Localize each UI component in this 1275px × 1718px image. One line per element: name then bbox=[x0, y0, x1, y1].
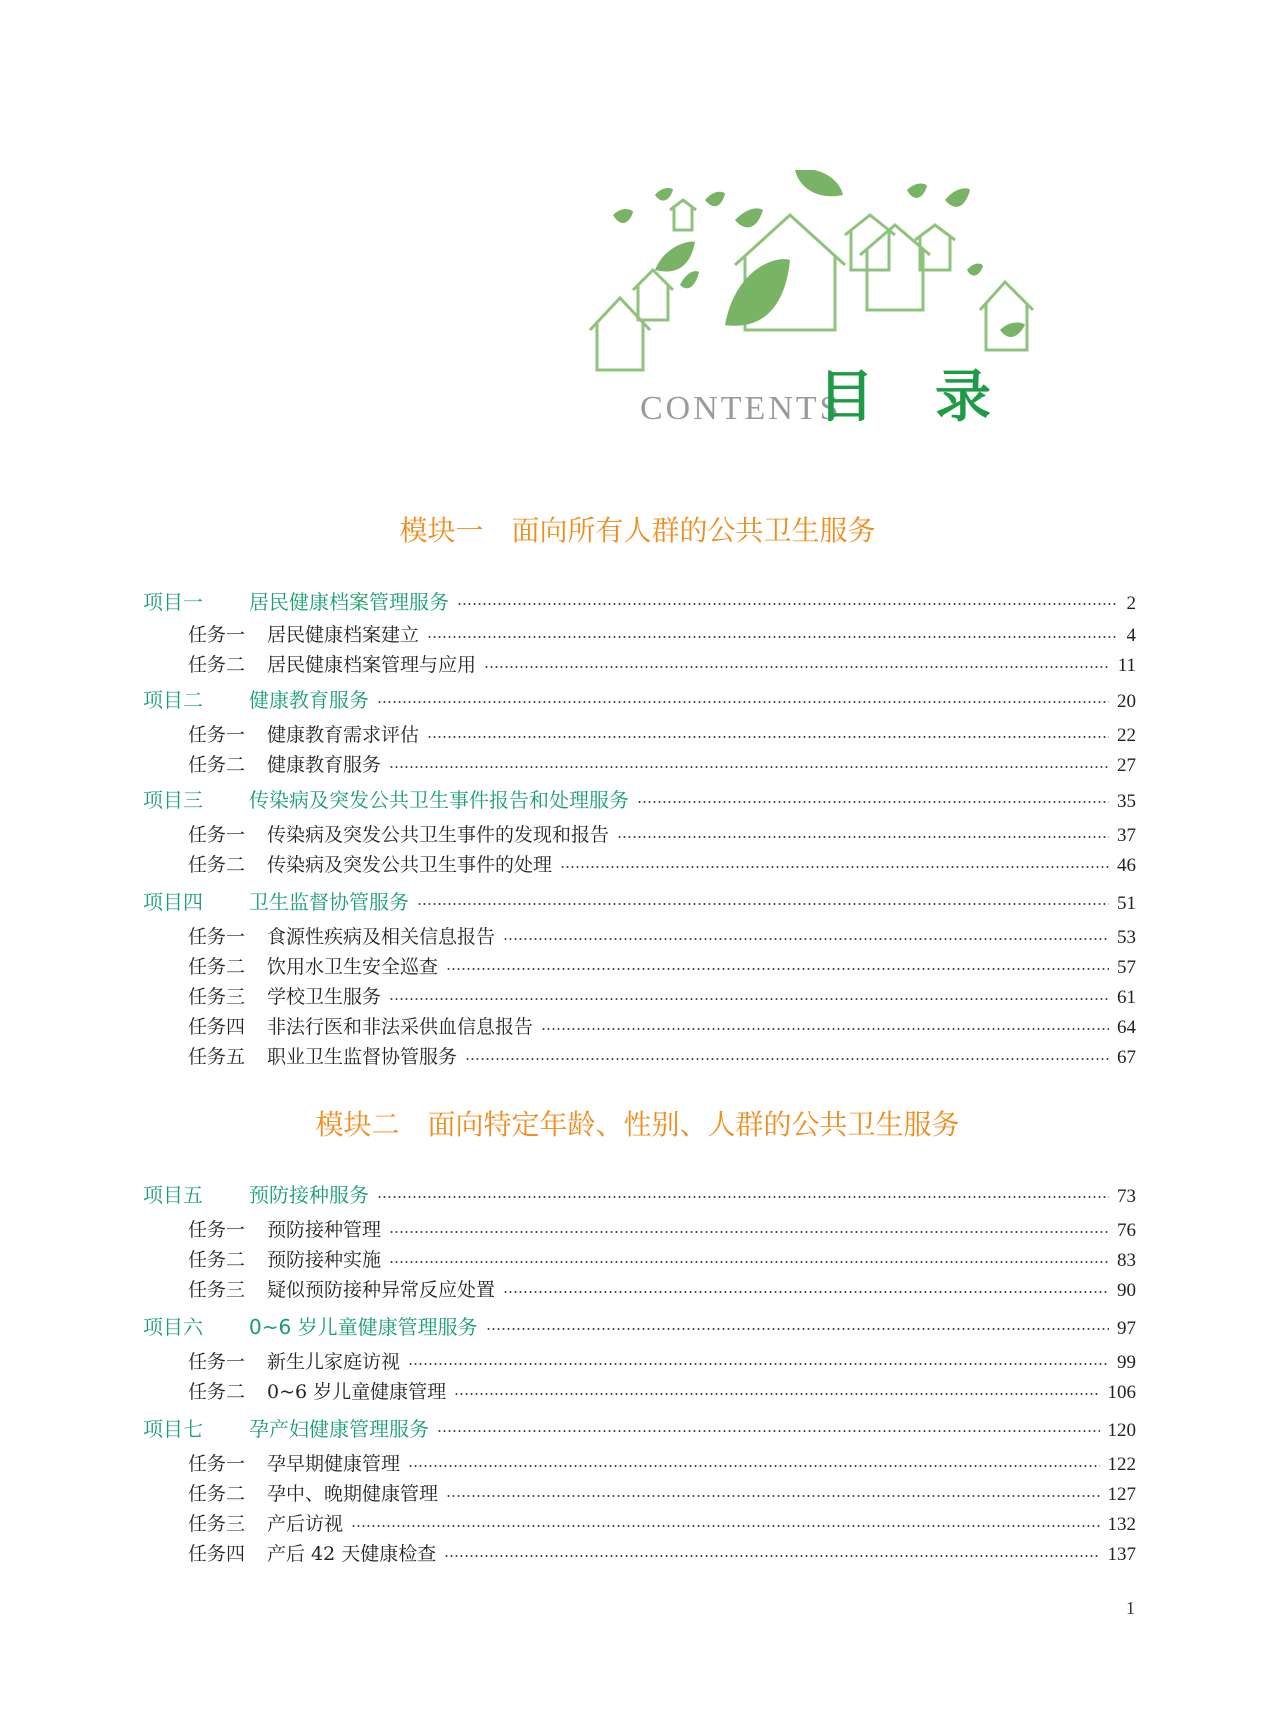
toc-title: 居民健康档案管理服务 bbox=[249, 590, 449, 614]
toc-label: 任务一 bbox=[188, 1219, 246, 1241]
toc-title: 传染病及突发公共卫生事件的处理 bbox=[267, 854, 553, 876]
toc-page: 61 bbox=[1117, 987, 1136, 1008]
leaf-icon bbox=[735, 208, 763, 227]
toc-label: 任务一 bbox=[188, 1453, 246, 1475]
toc-task[interactable] bbox=[188, 952, 1136, 982]
toc-page: 22 bbox=[1117, 725, 1136, 746]
toc-title: 健康教育服务 bbox=[249, 688, 369, 712]
toc-task[interactable] bbox=[188, 1377, 1136, 1407]
dot-leader bbox=[617, 836, 1109, 838]
dot-leader bbox=[454, 1393, 1099, 1395]
dot-leader bbox=[389, 1261, 1109, 1263]
leaf-icon bbox=[1000, 323, 1025, 337]
toc-label: 任务二 bbox=[188, 754, 246, 776]
toc-project[interactable] bbox=[143, 1414, 1136, 1444]
toc-page: 73 bbox=[1117, 1186, 1136, 1207]
dot-leader bbox=[457, 603, 1118, 605]
toc-page: 4 bbox=[1126, 625, 1136, 646]
dot-leader bbox=[377, 701, 1109, 703]
dot-leader bbox=[408, 1465, 1099, 1467]
toc-page: 97 bbox=[1117, 1318, 1136, 1339]
dot-leader bbox=[484, 666, 1110, 668]
toc-title: 预防接种实施 bbox=[267, 1249, 382, 1271]
toc-page: 20 bbox=[1117, 691, 1136, 712]
leaf-icon bbox=[655, 242, 695, 272]
toc-page: 90 bbox=[1117, 1280, 1136, 1301]
toc-task[interactable] bbox=[188, 1215, 1136, 1245]
toc-label: 任务一 bbox=[188, 926, 246, 948]
dot-leader bbox=[486, 1328, 1109, 1330]
toc-title: 居民健康档案建立 bbox=[267, 624, 420, 646]
module-title: 模块一 面向所有人群的公共卫生服务 bbox=[399, 514, 876, 547]
house-icon bbox=[590, 298, 650, 370]
toc-task[interactable] bbox=[188, 1347, 1136, 1377]
toc-title: 居民健康档案管理与应用 bbox=[267, 654, 477, 676]
dot-leader bbox=[408, 1363, 1109, 1365]
toc-task[interactable] bbox=[188, 850, 1136, 880]
leaf-icon bbox=[680, 271, 699, 288]
dot-leader bbox=[389, 1231, 1109, 1233]
leaf-icon bbox=[725, 259, 790, 326]
toc-title: 产后访视 bbox=[267, 1513, 344, 1535]
toc-label: 项目七 bbox=[143, 1417, 203, 1441]
toc-title: 预防接种服务 bbox=[249, 1183, 369, 1207]
toc-task[interactable] bbox=[188, 820, 1136, 850]
leaf-icon bbox=[967, 264, 983, 276]
toc-page: 51 bbox=[1117, 893, 1136, 914]
toc-label: 任务二 bbox=[188, 956, 246, 978]
mulu-char-1: 目 bbox=[818, 365, 874, 430]
house-icon bbox=[633, 270, 673, 320]
toc-task[interactable] bbox=[188, 1509, 1136, 1539]
leaf-icon bbox=[655, 188, 673, 201]
toc-task[interactable] bbox=[188, 1275, 1136, 1305]
toc-label: 任务一 bbox=[188, 724, 246, 746]
toc-page: 57 bbox=[1117, 957, 1136, 978]
toc-page: 127 bbox=[1107, 1484, 1136, 1505]
toc-page: 2 bbox=[1126, 593, 1136, 614]
dot-leader bbox=[541, 1028, 1109, 1030]
toc-task[interactable] bbox=[188, 750, 1136, 780]
dot-leader bbox=[444, 1555, 1099, 1557]
toc-task[interactable] bbox=[188, 1449, 1136, 1479]
toc-page: 76 bbox=[1117, 1220, 1136, 1241]
contents-heading: CONTENTS bbox=[640, 390, 842, 427]
dot-leader bbox=[560, 866, 1109, 868]
toc-page: 67 bbox=[1117, 1047, 1136, 1068]
toc-title: 职业卫生监督协管服务 bbox=[267, 1046, 458, 1068]
dot-leader bbox=[437, 1430, 1100, 1432]
dot-leader bbox=[377, 1196, 1109, 1198]
toc-label: 任务二 bbox=[188, 654, 246, 676]
toc-label: 任务四 bbox=[188, 1016, 246, 1038]
toc-project[interactable] bbox=[143, 587, 1136, 617]
toc-page: 132 bbox=[1107, 1514, 1136, 1535]
toc-title: 新生儿家庭访视 bbox=[267, 1351, 401, 1373]
toc-label: 任务二 bbox=[188, 1381, 246, 1403]
toc-title: 0~6 岁儿童健康管理服务 bbox=[249, 1315, 478, 1339]
dot-leader bbox=[446, 1495, 1099, 1497]
toc-task[interactable] bbox=[188, 650, 1136, 680]
toc-label: 项目五 bbox=[143, 1183, 203, 1207]
toc-label: 任务一 bbox=[188, 824, 246, 846]
toc-label: 任务三 bbox=[188, 1513, 246, 1535]
leaf-icon bbox=[945, 188, 970, 207]
leaf-icon bbox=[613, 209, 633, 223]
dot-leader bbox=[465, 1058, 1109, 1060]
toc-label: 项目四 bbox=[143, 890, 203, 914]
dot-leader bbox=[427, 636, 1118, 638]
toc-page: 46 bbox=[1117, 855, 1136, 876]
toc-label: 任务三 bbox=[188, 1279, 246, 1301]
toc-label: 任务一 bbox=[188, 624, 246, 646]
toc-title: 孕产妇健康管理服务 bbox=[249, 1417, 429, 1441]
toc-title: 预防接种管理 bbox=[267, 1219, 382, 1241]
toc-project[interactable] bbox=[143, 1180, 1136, 1210]
mulu-char-2: 录 bbox=[935, 365, 991, 430]
toc-page: 83 bbox=[1117, 1250, 1136, 1271]
toc-label: 任务二 bbox=[188, 1483, 246, 1505]
toc-project[interactable] bbox=[143, 785, 1136, 815]
toc-title: 传染病及突发公共卫生事件的发现和报告 bbox=[267, 824, 610, 846]
dot-leader bbox=[427, 736, 1109, 738]
toc-page: 53 bbox=[1117, 927, 1136, 948]
dot-leader bbox=[446, 968, 1109, 970]
toc-label: 任务四 bbox=[188, 1543, 246, 1565]
toc-page: 99 bbox=[1117, 1352, 1136, 1373]
toc-label: 项目一 bbox=[143, 590, 203, 614]
toc-task[interactable] bbox=[188, 922, 1136, 952]
toc-task[interactable] bbox=[188, 720, 1136, 750]
dot-leader bbox=[503, 938, 1109, 940]
toc-project[interactable] bbox=[143, 685, 1136, 715]
toc-title: 卫生监督协管服务 bbox=[249, 890, 409, 914]
toc-page: 27 bbox=[1117, 755, 1136, 776]
toc-title: 健康教育需求评估 bbox=[267, 724, 420, 746]
toc-project[interactable] bbox=[143, 887, 1136, 917]
toc-title: 传染病及突发公共卫生事件报告和处理服务 bbox=[249, 788, 629, 812]
toc-title: 饮用水卫生安全巡查 bbox=[267, 956, 439, 978]
toc-page: 122 bbox=[1107, 1454, 1136, 1475]
leaf-icon bbox=[907, 184, 927, 198]
toc-task[interactable] bbox=[188, 1539, 1136, 1569]
house-icon bbox=[670, 200, 696, 230]
toc-title: 0~6 岁儿童健康管理 bbox=[267, 1381, 447, 1403]
toc-page: 11 bbox=[1117, 655, 1136, 676]
toc-label: 项目二 bbox=[143, 688, 203, 712]
toc-label: 任务三 bbox=[188, 986, 246, 1008]
toc-title: 健康教育服务 bbox=[267, 754, 382, 776]
dot-leader bbox=[637, 801, 1109, 803]
toc-title: 非法行医和非法采供血信息报告 bbox=[267, 1016, 534, 1038]
toc-title: 食源性疾病及相关信息报告 bbox=[267, 926, 496, 948]
toc-page: 64 bbox=[1117, 1017, 1136, 1038]
toc-task[interactable] bbox=[188, 982, 1136, 1012]
toc-title: 孕早期健康管理 bbox=[267, 1453, 401, 1475]
toc-label: 项目六 bbox=[143, 1315, 203, 1339]
toc-task[interactable] bbox=[188, 1245, 1136, 1275]
toc-title: 疑似预防接种异常反应处置 bbox=[267, 1279, 496, 1301]
house-icon bbox=[845, 215, 895, 270]
module-title: 模块二 面向特定年龄、性别、人群的公共卫生服务 bbox=[315, 1108, 960, 1141]
toc-page: 106 bbox=[1107, 1382, 1136, 1403]
toc-page: 37 bbox=[1117, 825, 1136, 846]
dot-leader bbox=[417, 903, 1109, 905]
leaf-icon bbox=[705, 192, 725, 207]
toc-task[interactable] bbox=[188, 620, 1136, 650]
house-icon bbox=[915, 225, 955, 270]
toc-label: 任务五 bbox=[188, 1046, 246, 1068]
leaf-icon bbox=[795, 170, 843, 196]
toc-title: 孕中、晚期健康管理 bbox=[267, 1483, 439, 1505]
toc-label: 任务二 bbox=[188, 854, 246, 876]
toc-label: 项目三 bbox=[143, 788, 203, 812]
toc-project[interactable] bbox=[143, 1312, 1136, 1342]
dot-leader bbox=[503, 1291, 1109, 1293]
toc-title: 学校卫生服务 bbox=[267, 986, 382, 1008]
dot-leader bbox=[389, 766, 1109, 768]
house-icon bbox=[980, 282, 1033, 350]
page-number: 1 bbox=[1126, 1598, 1135, 1618]
toc-page: 120 bbox=[1107, 1420, 1136, 1441]
toc-label: 任务二 bbox=[188, 1249, 246, 1271]
toc-page: 137 bbox=[1107, 1544, 1136, 1565]
dot-leader bbox=[389, 998, 1109, 1000]
toc-title: 产后 42 天健康检查 bbox=[267, 1543, 437, 1565]
toc-page: 35 bbox=[1117, 791, 1136, 812]
toc-task[interactable] bbox=[188, 1479, 1136, 1509]
toc-task[interactable] bbox=[188, 1012, 1136, 1042]
toc-label: 任务一 bbox=[188, 1351, 246, 1373]
dot-leader bbox=[351, 1525, 1099, 1527]
toc-task[interactable] bbox=[188, 1042, 1136, 1072]
